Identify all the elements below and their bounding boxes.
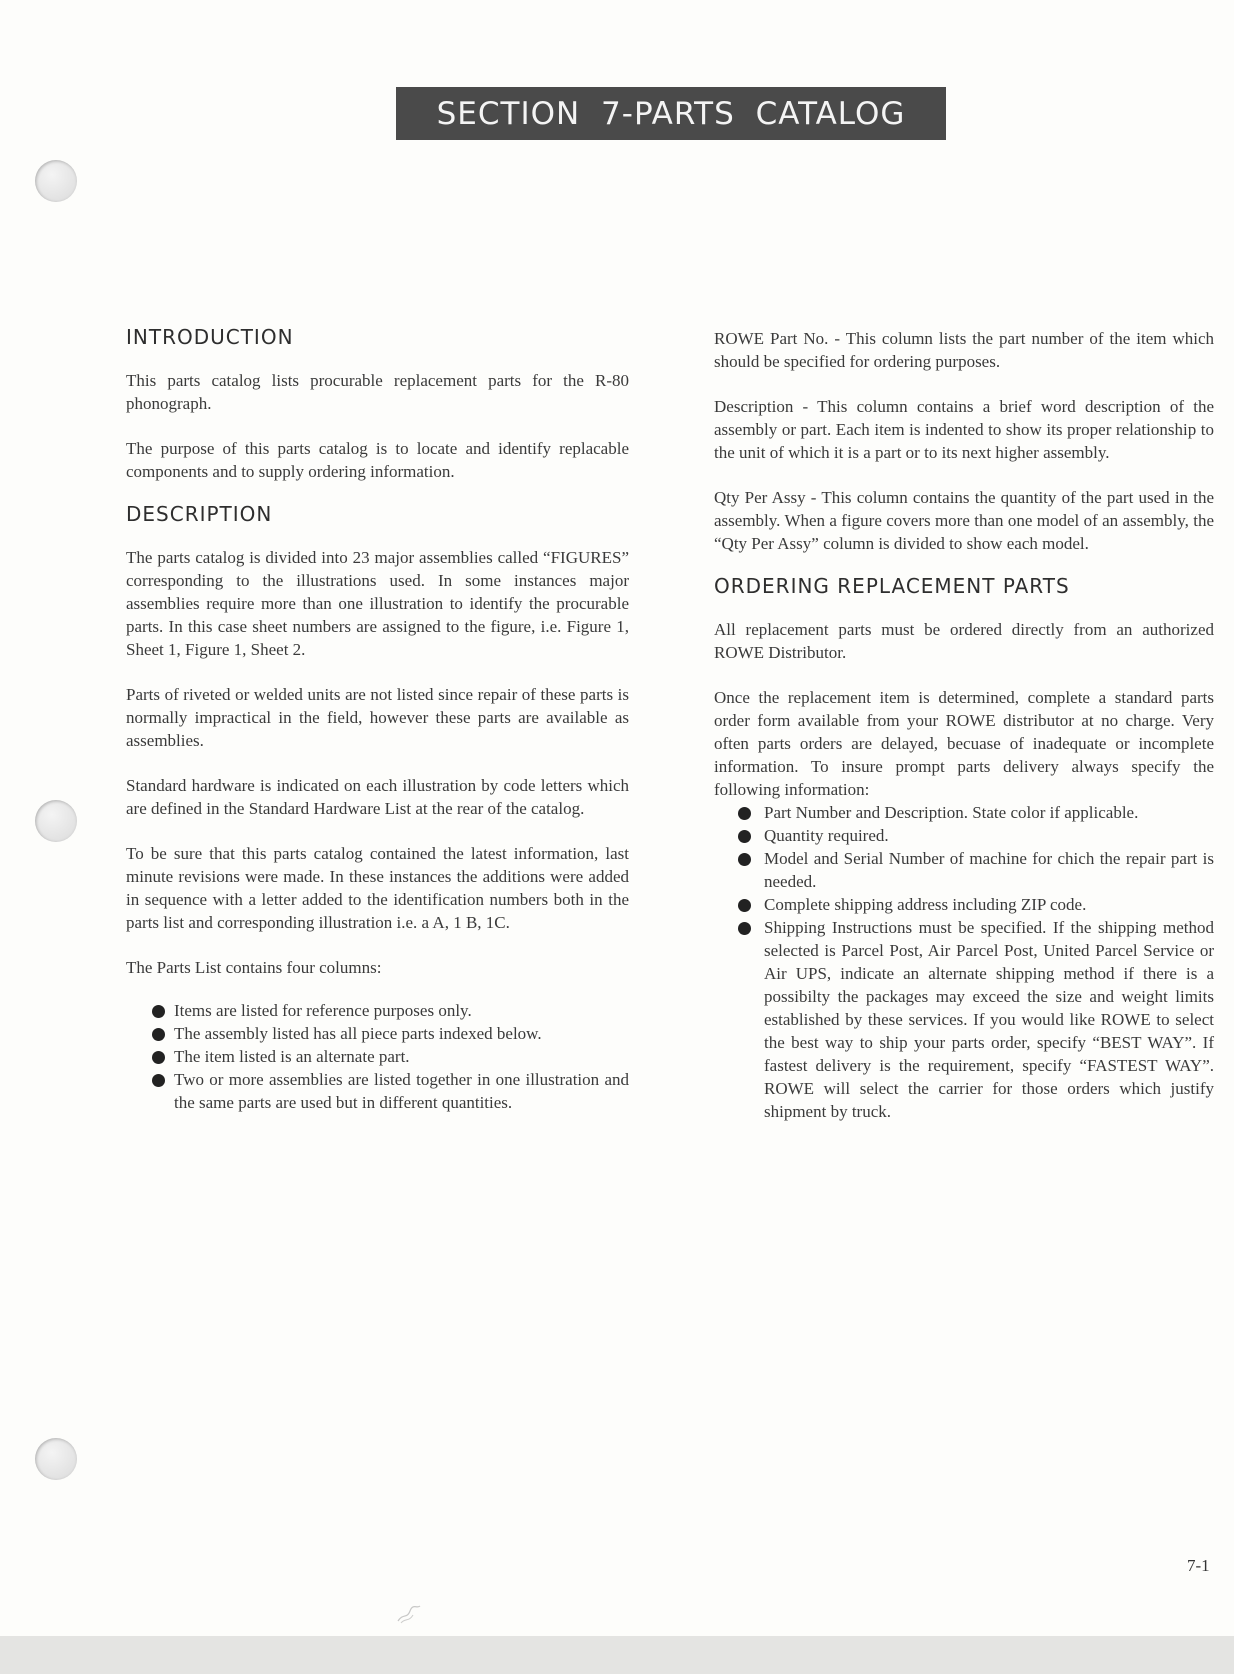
columns-legend-list (152, 999, 629, 1114)
right-column (714, 327, 1214, 1123)
list-item: The assembly listed has all piece parts indexed below. (152, 1022, 629, 1045)
bullet-icon (152, 1005, 165, 1018)
bullet-icon (738, 807, 751, 820)
bullet-icon (738, 853, 751, 866)
binder-hole-top (35, 160, 77, 202)
list-item: Quantity required. (738, 824, 1214, 847)
ordering-paragraph: All replacement parts must be ordered directly from an authorized ROWE Distributor. (714, 620, 1214, 662)
ordering-paragraph: Once the replacement item is determined, complete a standard parts order form available from your ROWE distributor at no charge. Very often parts orders are delayed, becuase of inadequate or incomplete information. To insure prompt parts delivery always specify the following information: (714, 688, 1214, 799)
introduction-heading: INTRODUCTION (126, 325, 294, 349)
column-description-paragraph: Description - This column contains a brief word description of the assembly or part. Each item is indented to show its proper relationship to the unit of which it is a part or to its next higher assembly. (714, 397, 1214, 462)
description-paragraph: Parts of riveted or welded units are not listed since repair of these parts is normally impractical in the field, however these parts are available as assemblies. (126, 685, 629, 750)
left-column (126, 326, 629, 1114)
bullet-icon (738, 830, 751, 843)
description-heading: DESCRIPTION (126, 502, 273, 526)
list-item: The item listed is an alternate part. (152, 1045, 629, 1068)
description-paragraph: To be sure that this parts catalog contained the latest information, last minute revisions were made. In these instances the additions were added in sequence with a letter added to the identification numbers both in the parts list and corresponding illustration i.e. a A, 1 B, 1C. (126, 844, 629, 932)
list-item: Part Number and Description. State color if applicable. (738, 801, 1214, 824)
list-item: Items are listed for reference purposes only. (152, 999, 629, 1022)
scan-bottom-edge (0, 1636, 1234, 1674)
list-item: Complete shipping address including ZIP code. (738, 893, 1214, 916)
column-description-paragraph: ROWE Part No. - This column lists the part number of the item which should be specified for ordering purposes. (714, 329, 1214, 371)
intro-paragraph: This parts catalog lists procurable replacement parts for the R-80 phonograph. (126, 371, 629, 413)
bullet-icon (152, 1028, 165, 1041)
ordering-heading: ORDERING REPLACEMENT PARTS (714, 574, 1070, 598)
description-paragraph: Standard hardware is indicated on each illustration by code letters which are defined in the Standard Hardware List at the rear of the catalog. (126, 776, 629, 818)
description-paragraph: The parts catalog is divided into 23 major assemblies called “FIGURES” corresponding to the illustrations used. In some instances major assemblies require more than one illustration to identify the procurable parts. In this case sheet numbers are assigned to the figure, i.e. Figure 1, Sheet 1, Figure 1, Sheet 2. (126, 548, 629, 659)
ordering-info-list (738, 801, 1214, 1123)
page-number: 7-1 (1187, 1556, 1210, 1575)
binder-hole-middle (35, 800, 77, 842)
pencil-scribble-mark (395, 1603, 423, 1625)
bullet-icon (738, 899, 751, 912)
binder-hole-bottom (35, 1438, 77, 1480)
intro-paragraph: The purpose of this parts catalog is to locate and identify replacable components and to supply ordering information. (126, 439, 629, 481)
list-item: Two or more assemblies are listed together in one illustration and the same parts are used but in different quantities. (152, 1068, 629, 1114)
bullet-icon (738, 922, 751, 935)
list-item: Model and Serial Number of machine for chich the repair part is needed. (738, 847, 1214, 893)
bullet-icon (152, 1074, 165, 1087)
list-item: Shipping Instructions must be specified. If the shipping method selected is Parcel Post, Air Parcel Post, United Parcel Service or Air UPS, indicate an alternate shipping method if there is a possibilty the packages may exceed the size and weight limits established by these services. If you would like ROWE to select the best way to ship your parts order, specify “BEST WAY”. If fastest delivery is the requirement, specify “FASTEST WAY”. ROWE will select the carrier for those orders which justify shipment by truck. (738, 916, 1214, 1123)
section-banner: SECTION 7-PARTS CATALOG (396, 87, 946, 140)
bullet-icon (152, 1051, 165, 1064)
description-paragraph: The Parts List contains four columns: (126, 958, 382, 977)
column-description-paragraph: Qty Per Assy - This column contains the quantity of the part used in the assembly. When a figure covers more than one model of an assembly, the “Qty Per Assy” column is divided to show each model. (714, 488, 1214, 553)
